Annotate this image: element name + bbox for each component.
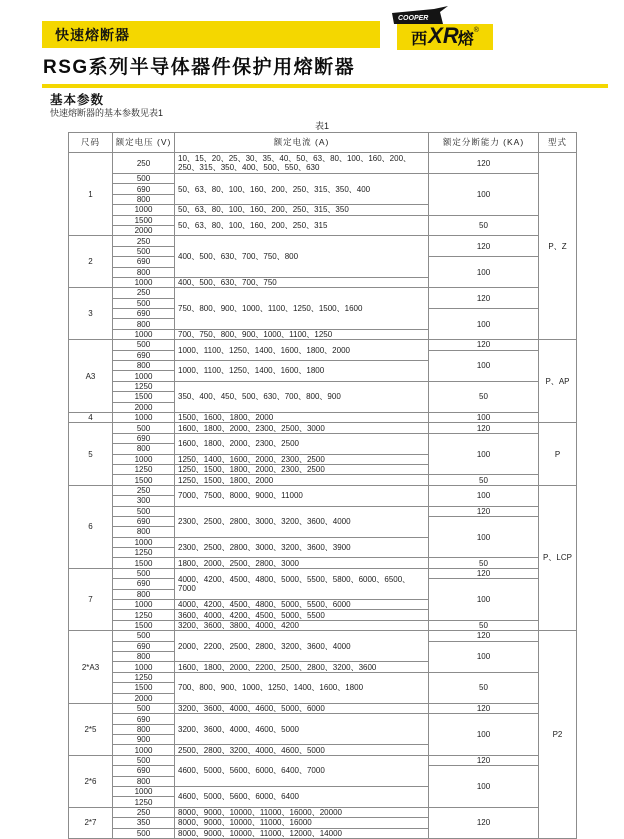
size-cell: 2*5 xyxy=(69,703,113,755)
table-row xyxy=(69,475,577,485)
type-cell: P、LCP xyxy=(539,485,577,630)
voltage-cell: 800 xyxy=(113,776,175,786)
voltage-cell: 500 xyxy=(113,423,175,433)
table-row xyxy=(69,672,577,682)
voltage-cell: 690 xyxy=(113,257,175,267)
breaking-capacity-cell: 100 xyxy=(429,766,539,808)
voltage-cell: 690 xyxy=(113,350,175,360)
voltage-cell: 690 xyxy=(113,184,175,194)
voltage-cell: 1000 xyxy=(113,787,175,797)
current-cell: 700、800、900、1000、1250、1400、1600、1800 xyxy=(175,672,429,703)
brand-logo xyxy=(388,3,494,49)
parameters-table xyxy=(68,132,577,839)
column-header-0: 尺码 xyxy=(69,133,113,153)
current-cell: 50、63、80、100、160、200、250、315 xyxy=(175,215,429,236)
voltage-cell: 500 xyxy=(113,340,175,350)
voltage-cell: 690 xyxy=(113,309,175,319)
voltage-cell: 1000 xyxy=(113,329,175,339)
voltage-cell: 2000 xyxy=(113,225,175,235)
breaking-capacity-cell: 50 xyxy=(429,558,539,568)
table-caption: 表1 xyxy=(314,121,329,131)
voltage-cell: 250 xyxy=(113,153,175,174)
voltage-cell: 2000 xyxy=(113,402,175,412)
current-cell: 4000、4200、4500、4800、5000、5500、5800、6000、6500、7000 xyxy=(175,568,429,599)
voltage-cell: 800 xyxy=(113,194,175,204)
voltage-cell: 500 xyxy=(113,828,175,838)
current-cell: 2300、2500、2800、3000、3200、3600、4000 xyxy=(175,506,429,537)
breaking-capacity-cell: 100 xyxy=(429,641,539,672)
breaking-capacity-cell: 120 xyxy=(429,807,539,838)
table-row xyxy=(69,703,577,713)
size-cell: 2*7 xyxy=(69,807,113,838)
current-cell: 1500、1600、1800、2000 xyxy=(175,412,429,422)
voltage-cell: 350 xyxy=(113,818,175,828)
voltage-cell: 1250 xyxy=(113,672,175,682)
size-cell: 5 xyxy=(69,423,113,485)
size-cell: 2*6 xyxy=(69,755,113,807)
voltage-cell: 1000 xyxy=(113,205,175,215)
voltage-cell: 500 xyxy=(113,631,175,641)
page-title: RSG系列半导体器件保护用熔断器 xyxy=(43,57,356,78)
voltage-cell: 1500 xyxy=(113,620,175,630)
current-cell: 8000、9000、10000、11000、12000、14000 xyxy=(175,828,429,838)
section-note: 快速熔断器的基本参数见表1 xyxy=(50,108,164,118)
voltage-cell: 1000 xyxy=(113,537,175,547)
breaking-capacity-cell: 120 xyxy=(429,288,539,309)
voltage-cell: 250 xyxy=(113,288,175,298)
current-cell: 8000、9000、10000、11000、16000、20000 xyxy=(175,807,429,817)
voltage-cell: 1500 xyxy=(113,392,175,402)
current-cell: 1800、2000、2500、2800、3000 xyxy=(175,558,429,568)
table-row xyxy=(69,236,577,246)
tab-label: 快速熔断器 xyxy=(55,26,130,43)
registered-mark: ® xyxy=(473,26,479,34)
voltage-cell: 800 xyxy=(113,444,175,454)
size-cell: 7 xyxy=(69,568,113,630)
current-cell: 3200、3600、3800、4000、4200 xyxy=(175,620,429,630)
voltage-cell: 1250 xyxy=(113,610,175,620)
breaking-capacity-cell: 100 xyxy=(429,485,539,506)
table-row xyxy=(69,153,577,174)
voltage-cell: 300 xyxy=(113,496,175,506)
type-cell: P、Z xyxy=(539,153,577,340)
voltage-cell: 1000 xyxy=(113,371,175,381)
voltage-cell: 1500 xyxy=(113,215,175,225)
voltage-cell: 250 xyxy=(113,485,175,495)
column-header-1: 额定电压 (V) xyxy=(113,133,175,153)
table-row xyxy=(69,174,577,184)
current-cell: 2500、2800、3200、4000、4600、5000 xyxy=(175,745,429,755)
breaking-capacity-cell: 120 xyxy=(429,423,539,433)
current-cell: 400、500、630、700、750、800 xyxy=(175,236,429,278)
voltage-cell: 500 xyxy=(113,246,175,256)
breaking-capacity-cell: 120 xyxy=(429,631,539,641)
breaking-capacity-cell: 100 xyxy=(429,412,539,422)
accent-divider xyxy=(42,84,608,88)
breaking-capacity-cell: 50 xyxy=(429,215,539,236)
table-row xyxy=(69,412,577,422)
breaking-capacity-cell: 100 xyxy=(429,350,539,381)
current-cell: 50、63、80、100、160、200、250、315、350、400 xyxy=(175,174,429,205)
breaking-capacity-cell: 50 xyxy=(429,620,539,630)
size-cell: 1 xyxy=(69,153,113,236)
voltage-cell: 1000 xyxy=(113,662,175,672)
type-cell: P xyxy=(539,423,577,485)
size-cell: 2*A3 xyxy=(69,631,113,704)
voltage-cell: 500 xyxy=(113,506,175,516)
voltage-cell: 690 xyxy=(113,766,175,776)
current-cell: 1000、1100、1250、1400、1600、1800 xyxy=(175,361,429,382)
size-cell: 6 xyxy=(69,485,113,568)
brand-letter-x: X xyxy=(428,23,441,48)
table-row xyxy=(69,631,577,641)
breaking-capacity-cell: 50 xyxy=(429,672,539,703)
breaking-capacity-cell: 50 xyxy=(429,381,539,412)
current-cell: 7000、7500、8000、9000、11000 xyxy=(175,485,429,506)
voltage-cell: 800 xyxy=(113,267,175,277)
voltage-cell: 500 xyxy=(113,755,175,765)
breaking-capacity-cell: 120 xyxy=(429,755,539,765)
voltage-cell: 1000 xyxy=(113,745,175,755)
table-row xyxy=(69,558,577,568)
breaking-capacity-cell: 120 xyxy=(429,236,539,257)
voltage-cell: 500 xyxy=(113,298,175,308)
voltage-cell: 690 xyxy=(113,516,175,526)
breaking-capacity-cell: 120 xyxy=(429,703,539,713)
current-cell: 4600、5000、5600、6000、6400 xyxy=(175,787,429,808)
voltage-cell: 690 xyxy=(113,714,175,724)
voltage-cell: 800 xyxy=(113,589,175,599)
table-row xyxy=(69,215,577,225)
breaking-capacity-cell: 100 xyxy=(429,579,539,621)
current-cell: 4600、5000、5600、6000、6400、7000 xyxy=(175,755,429,786)
table-wrapper xyxy=(68,132,577,839)
section-heading: 基本参数 xyxy=(50,93,105,107)
voltage-cell: 900 xyxy=(113,735,175,745)
size-cell: 4 xyxy=(69,412,113,422)
voltage-cell: 250 xyxy=(113,807,175,817)
current-cell: 3200、3600、4000、4600、5000、6000 xyxy=(175,703,429,713)
table-head xyxy=(69,133,577,153)
voltage-cell: 690 xyxy=(113,641,175,651)
breaking-capacity-cell: 120 xyxy=(429,506,539,516)
voltage-cell: 1500 xyxy=(113,683,175,693)
table-row xyxy=(69,807,577,817)
header-tab-bar xyxy=(42,21,380,48)
breaking-capacity-cell: 100 xyxy=(429,174,539,216)
current-cell: 8000、9000、10000、11000、16000 xyxy=(175,818,429,828)
voltage-cell: 690 xyxy=(113,579,175,589)
voltage-cell: 1250 xyxy=(113,381,175,391)
size-cell: 2 xyxy=(69,236,113,288)
column-header-2: 额定电流 (A) xyxy=(175,133,429,153)
breaking-capacity-cell: 120 xyxy=(429,153,539,174)
table-row xyxy=(69,433,577,443)
voltage-cell: 800 xyxy=(113,527,175,537)
table-row xyxy=(69,485,577,495)
current-cell: 3600、4000、4200、4500、5000、5500 xyxy=(175,610,429,620)
type-cell: P2 xyxy=(539,631,577,839)
current-cell: 3200、3600、4000、4600、5000 xyxy=(175,714,429,745)
brand-cn-right: 熔 xyxy=(457,30,474,48)
voltage-cell: 1000 xyxy=(113,277,175,287)
current-cell: 50、63、80、100、160、200、250、315、350 xyxy=(175,205,429,215)
size-cell: A3 xyxy=(69,340,113,413)
voltage-cell: 500 xyxy=(113,174,175,184)
voltage-cell: 2000 xyxy=(113,693,175,703)
breaking-capacity-cell: 100 xyxy=(429,257,539,288)
size-cell: 3 xyxy=(69,288,113,340)
voltage-cell: 800 xyxy=(113,319,175,329)
voltage-cell: 250 xyxy=(113,236,175,246)
brand-cn-left: 西 xyxy=(411,30,428,48)
voltage-cell: 1250 xyxy=(113,548,175,558)
current-cell: 1600、1800、2000、2300、2500 xyxy=(175,433,429,454)
breaking-capacity-cell: 120 xyxy=(429,340,539,350)
breaking-capacity-cell: 100 xyxy=(429,714,539,756)
voltage-cell: 500 xyxy=(113,703,175,713)
current-cell: 4000、4200、4500、4800、5000、5500、6000 xyxy=(175,600,429,610)
voltage-cell: 800 xyxy=(113,724,175,734)
table-row xyxy=(69,620,577,630)
current-cell: 1000、1100、1250、1400、1600、1800、2000 xyxy=(175,340,429,361)
table-row xyxy=(69,381,577,391)
voltage-cell: 800 xyxy=(113,361,175,371)
cooper-wordmark: COOPER xyxy=(398,15,429,22)
current-cell: 2300、2500、2800、3000、3200、3600、3900 xyxy=(175,537,429,558)
column-header-4: 型式 xyxy=(539,133,577,153)
voltage-cell: 1000 xyxy=(113,454,175,464)
brand-box xyxy=(397,24,493,50)
breaking-capacity-cell: 100 xyxy=(429,309,539,340)
header-row xyxy=(69,133,577,153)
column-header-3: 额定分断能力 (KA) xyxy=(429,133,539,153)
table-row xyxy=(69,506,577,516)
voltage-cell: 800 xyxy=(113,651,175,661)
current-cell: 10、15、20、25、30、35、40、50、63、80、100、160、200、250、315、350、400、500、550、630 xyxy=(175,153,429,174)
voltage-cell: 1000 xyxy=(113,600,175,610)
table-body xyxy=(69,153,577,839)
table-row xyxy=(69,288,577,298)
voltage-cell: 1250 xyxy=(113,797,175,807)
current-cell: 350、400、450、500、630、700、800、900 xyxy=(175,381,429,412)
current-cell: 2000、2200、2500、2800、3200、3600、4000 xyxy=(175,631,429,662)
current-cell: 750、800、900、1000、1100、1250、1500、1600 xyxy=(175,288,429,330)
table-row xyxy=(69,714,577,724)
voltage-cell: 500 xyxy=(113,568,175,578)
current-cell: 1250、1500、1800、2000 xyxy=(175,475,429,485)
current-cell: 1600、1800、2000、2300、2500、3000 xyxy=(175,423,429,433)
table-row xyxy=(69,340,577,350)
breaking-capacity-cell: 100 xyxy=(429,433,539,475)
type-cell: P、AP xyxy=(539,340,577,423)
current-cell: 1250、1400、1600、2000、2300、2500 xyxy=(175,454,429,464)
current-cell: 1600、1800、2000、2200、2500、2800、3200、3600 xyxy=(175,662,429,672)
current-cell: 400、500、630、700、750 xyxy=(175,277,429,287)
current-cell: 700、750、800、900、1000、1100、1250 xyxy=(175,329,429,339)
current-cell: 1250、1500、1800、2000、2300、2500 xyxy=(175,464,429,474)
brand-letter-r: R xyxy=(442,23,457,48)
breaking-capacity-cell: 50 xyxy=(429,475,539,485)
voltage-cell: 1500 xyxy=(113,475,175,485)
voltage-cell: 1250 xyxy=(113,464,175,474)
voltage-cell: 1500 xyxy=(113,558,175,568)
breaking-capacity-cell: 120 xyxy=(429,568,539,578)
voltage-cell: 1000 xyxy=(113,412,175,422)
table-row xyxy=(69,423,577,433)
breaking-capacity-cell: 100 xyxy=(429,516,539,558)
table-row xyxy=(69,755,577,765)
voltage-cell: 690 xyxy=(113,433,175,443)
table-row xyxy=(69,568,577,578)
